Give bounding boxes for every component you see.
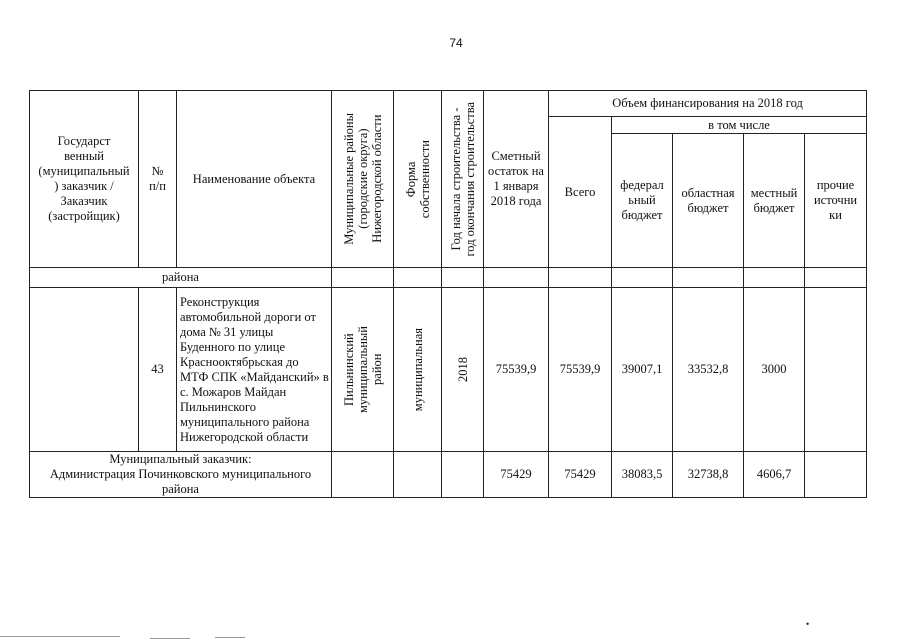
customer-label: Муниципальный заказчик: Администрация Починковского муниципального района bbox=[30, 452, 332, 498]
header-ownership: Форма собственности bbox=[394, 91, 442, 268]
header-federal: федерал ьный бюджет bbox=[612, 134, 673, 268]
table-row bbox=[30, 268, 867, 288]
object-local: 3000 bbox=[744, 288, 805, 452]
header-funding-group: Объем финансирования на 2018 год bbox=[549, 91, 867, 117]
header-other: прочие источни ки bbox=[805, 134, 867, 268]
customer-federal: 38083,5 bbox=[612, 452, 673, 498]
object-name: Реконструкция автомобильной дороги от дома № 31 улицы Буденного по улице Краснооктябрьская до МТФ СПК «Майданский» в с. Можаров Майдан Пильнинского муниципального района Нижегородской области bbox=[177, 288, 332, 452]
customer-local: 4606,7 bbox=[744, 452, 805, 498]
scan-dot: • bbox=[806, 619, 810, 629]
continuation-customer: района bbox=[30, 268, 332, 288]
object-regional: 33532,8 bbox=[673, 288, 744, 452]
header-estimate-balance: Сметный остаток на 1 января 2018 года bbox=[484, 91, 549, 268]
object-ownership: муниципальная bbox=[394, 288, 442, 452]
table-row bbox=[30, 288, 867, 452]
header-regional: областная бюджет bbox=[673, 134, 744, 268]
object-year: 2018 bbox=[442, 288, 484, 452]
customer-total: 75429 bbox=[549, 452, 612, 498]
object-other bbox=[805, 288, 867, 452]
header-total: Всего bbox=[549, 117, 612, 268]
customer-estimate-balance: 75429 bbox=[484, 452, 549, 498]
financing-table bbox=[29, 90, 867, 498]
scan-artifacts bbox=[0, 628, 905, 640]
object-customer bbox=[30, 288, 139, 452]
header-num: № п/п bbox=[139, 91, 177, 268]
object-total: 75539,9 bbox=[549, 288, 612, 452]
object-estimate-balance: 75539,9 bbox=[484, 288, 549, 452]
header-including: в том числе bbox=[612, 117, 867, 134]
header-districts: Муниципальные районы (городские округа) Нижегородской области bbox=[332, 91, 394, 268]
header-object-name: Наименование объекта bbox=[177, 91, 332, 268]
page-number: 74 bbox=[449, 36, 463, 50]
customer-other bbox=[805, 452, 867, 498]
table-row bbox=[30, 452, 867, 498]
customer-regional: 32738,8 bbox=[673, 452, 744, 498]
header-customer: Государст венный (муниципальный ) заказчик / Заказчик (застройщик) bbox=[30, 91, 139, 268]
header-years: Год начала строительства - год окончания строительства bbox=[442, 91, 484, 268]
object-num: 43 bbox=[139, 288, 177, 452]
header-local: местный бюджет bbox=[744, 134, 805, 268]
object-federal: 39007,1 bbox=[612, 288, 673, 452]
object-district: Пильнинский муниципальный район bbox=[332, 288, 394, 452]
